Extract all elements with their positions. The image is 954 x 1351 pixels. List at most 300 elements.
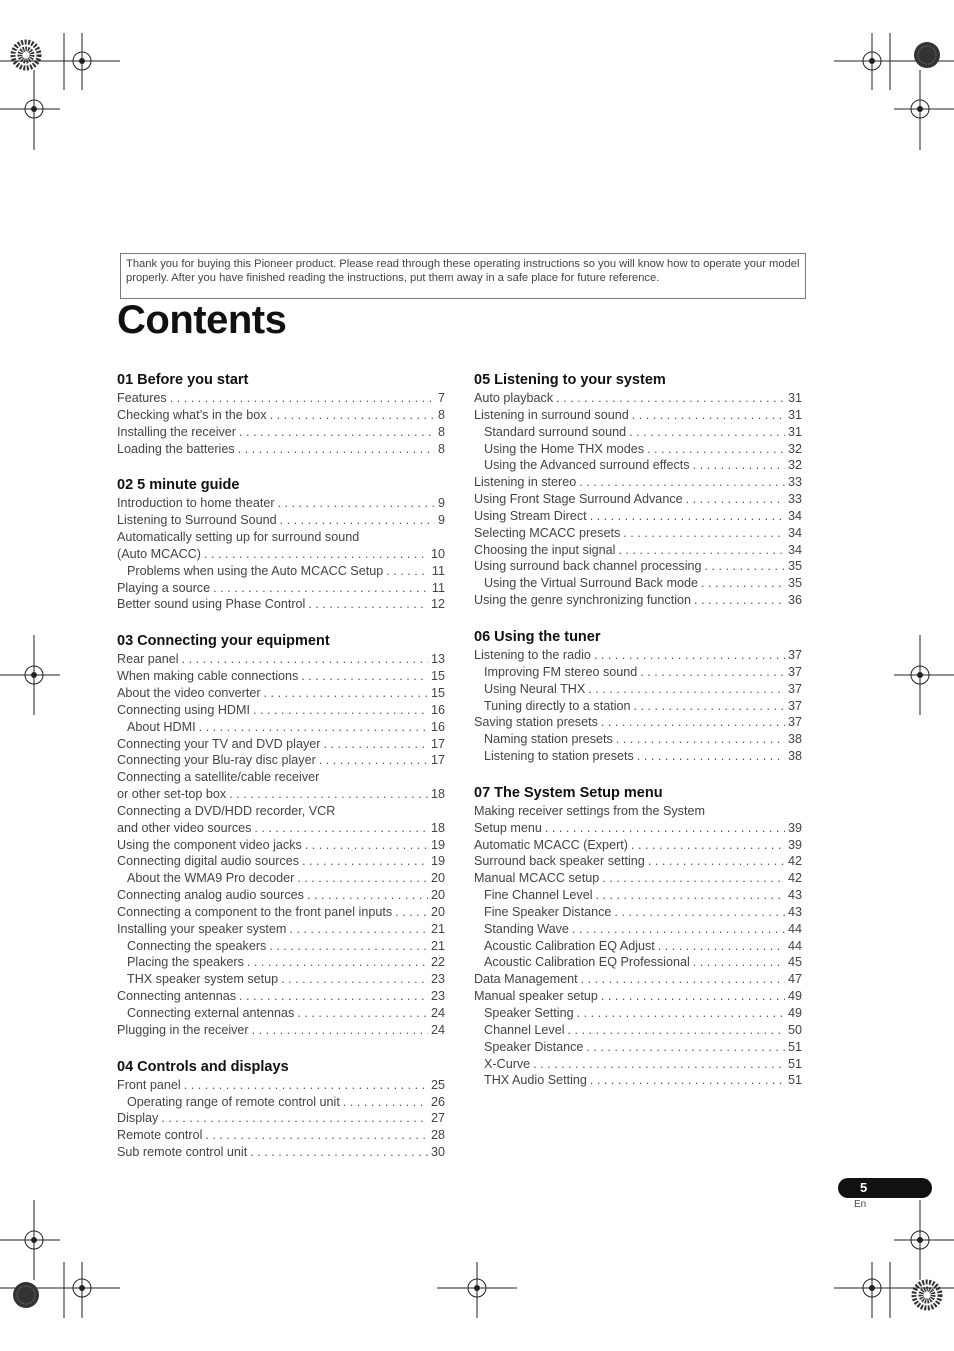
toc-entry-page: 51 [787,1039,802,1054]
dot-leader [301,668,428,685]
toc-entry-page: 18 [430,787,445,802]
toc-entry-label: About HDMI [127,719,196,734]
toc-entry[interactable] [474,1005,802,1022]
toc-entry[interactable] [117,853,445,870]
toc-entry[interactable] [117,424,445,441]
toc-entry-label: Listening in stereo [474,475,577,490]
dot-leader [594,647,785,664]
dot-leader [601,714,785,731]
toc-entry-page: 43 [787,904,802,919]
toc-entry[interactable] [474,424,802,441]
toc-entry-label: Data Management [474,972,578,987]
toc-entry-page: 10 [430,546,445,561]
toc-entry[interactable] [117,702,445,719]
toc-entry-label: Connecting a component to the front panel inputs [117,904,393,919]
toc-entry-page: 44 [787,938,802,953]
toc-entry[interactable] [117,1110,445,1127]
toc-entry[interactable] [474,870,802,887]
dot-leader [297,870,428,887]
toc-entry-label: Introduction to home theater [117,496,275,511]
toc-entry-page: 51 [787,1073,802,1088]
dot-leader [632,407,785,424]
toc-entry-page: 21 [430,938,445,953]
toc-entry-page: 34 [787,525,802,540]
dot-leader [579,474,785,491]
dot-leader [280,512,435,529]
toc-entry-page: 47 [787,972,802,987]
toc-entry-label: THX speaker system setup [127,972,279,987]
language-code: En [854,1199,867,1210]
section-title: 03 Connecting your equipment [117,633,330,650]
toc-entry-label: Remote control [117,1128,203,1143]
toc-entry[interactable] [474,1022,802,1039]
dot-leader [281,971,428,988]
toc-entry-page: 20 [430,888,445,903]
toc-entry-label: Using the component video jacks [117,837,302,852]
dot-leader [161,1110,428,1127]
toc-entry[interactable] [117,820,445,837]
toc-entry[interactable] [474,698,802,715]
dot-leader [581,971,785,988]
toc-entry[interactable] [474,575,802,592]
toc-entry-label: Connecting using HDMI [117,702,250,717]
toc-entry[interactable] [117,668,445,685]
toc-entry[interactable] [117,596,445,613]
toc-entry-label: Automatically setting up for surround sound [117,530,360,545]
toc-entry-label: Fine Speaker Distance [484,904,612,919]
toc-entry-label: Plugging in the receiver [117,1022,249,1037]
dot-leader [658,938,785,955]
toc-section [117,631,445,1038]
toc-entry-page: 32 [787,441,802,456]
toc-entry[interactable] [474,508,802,525]
toc-entry-label: Checking what’s in the box [117,407,267,422]
toc-entry-label: Automatic MCACC (Expert) [474,837,628,852]
section-title: 05 Listening to your system [474,372,666,388]
toc-entry-label: or other set-top box [117,787,227,802]
dot-leader [631,837,785,854]
toc-entry-label: Connecting your TV and DVD player [117,736,321,751]
dot-leader [545,820,785,837]
toc-entry[interactable] [474,988,802,1005]
toc-entry[interactable] [474,853,802,870]
toc-entry-page: 19 [430,854,445,869]
toc-entry-label: Tuning directly to a station [484,698,631,713]
dot-leader [602,870,785,887]
dot-leader [319,752,428,769]
toc-entry-label: Standing Wave [484,921,569,936]
toc-entry-page: 31 [787,424,802,439]
toc-entry-label: About the video converter [117,685,261,700]
toc-entry-page: 26 [430,1094,445,1109]
toc-entry-label: Connecting a satellite/cable receiver [117,770,320,785]
toc-entry-label: X-Curve [484,1056,531,1071]
toc-entry-label: Connecting antennas [117,989,237,1004]
toc-entry-page: 25 [430,1077,445,1092]
dot-leader [278,495,435,512]
section-title: 01 Before you start [117,372,249,388]
toc-entry-label: Manual MCACC setup [474,871,600,886]
dot-leader [308,596,428,613]
dot-leader [182,651,428,668]
dot-leader [205,1127,428,1144]
section-title: 07 The System Setup menu [474,784,663,801]
dot-leader [395,904,428,921]
toc-entry-page: 20 [430,904,445,919]
dot-leader [254,820,428,837]
dot-leader [264,685,428,702]
toc-entry-label: Listening to Surround Sound [117,513,277,528]
toc-entry[interactable] [117,1022,445,1039]
toc-entry[interactable] [117,803,445,820]
toc-entry-label: Problems when using the Auto MCACC Setup [127,563,384,578]
toc-entry[interactable] [117,837,445,854]
dot-leader [618,542,785,559]
toc-entry[interactable] [117,870,445,887]
toc-entry-page: 34 [787,542,802,557]
dot-leader [556,390,785,407]
toc-entry-page: 11 [431,563,445,578]
toc-entry-page: 8 [437,441,445,456]
dot-leader [693,954,785,971]
toc-entry[interactable] [474,474,802,491]
toc-entry[interactable] [117,546,445,563]
toc-entry-page: 32 [787,458,802,473]
toc-right-column [474,370,802,1107]
toc-section [474,627,802,765]
toc-entry[interactable] [117,736,445,753]
toc-entry[interactable] [117,1127,445,1144]
toc-entry[interactable] [117,580,445,597]
toc-entry-label: Connecting analog audio sources [117,888,304,903]
toc-entry[interactable] [474,491,802,508]
toc-entry[interactable] [117,938,445,955]
toc-entry-page: 51 [787,1056,802,1071]
dot-leader [694,592,785,609]
toc-entry[interactable] [117,1005,445,1022]
toc-entry-label: Acoustic Calibration EQ Adjust [484,938,655,953]
toc-entry[interactable] [474,971,802,988]
dot-leader [239,424,435,441]
dot-leader [250,1144,428,1161]
toc-entry-page: 27 [430,1111,445,1126]
toc-entry-label: Acoustic Calibration EQ Professional [484,955,690,970]
toc-entry-page: 17 [430,736,445,751]
dot-leader [614,904,785,921]
toc-entry-page: 16 [430,719,445,734]
dot-leader [204,546,428,563]
dot-leader [170,390,435,407]
toc-entry-label: Standard surround sound [484,424,627,439]
toc-entry-label: Sub remote control unit [117,1145,248,1160]
dot-leader [577,1005,785,1022]
toc-entry-page: 49 [787,989,802,1004]
toc-entry-page: 45 [787,955,802,970]
toc-entry-label: (Auto MCACC) [117,546,201,561]
toc-entry-label: Using Front Stage Surround Advance [474,492,683,507]
toc-entry[interactable] [117,441,445,458]
dot-leader [601,988,785,1005]
toc-entry-page: 11 [431,580,445,595]
toc-entry-label: Using the Home THX modes [484,441,645,456]
toc-entry-page: 9 [437,496,445,511]
dot-leader [289,921,428,938]
section-title: 02 5 minute guide [117,477,240,494]
toc-entry[interactable] [474,542,802,559]
toc-entry[interactable] [474,681,802,698]
toc-entry[interactable] [117,719,445,736]
toc-entry[interactable] [117,495,445,512]
toc-entry-page: 24 [430,1022,445,1037]
toc-entry[interactable] [117,971,445,988]
dot-leader [297,1005,428,1022]
toc-entry[interactable] [117,752,445,769]
toc-entry-label: Surround back speaker setting [474,854,645,869]
toc-entry-page: 39 [787,820,802,835]
toc-entry-page: 33 [787,475,802,490]
intro-notice: Thank you for buying this Pioneer product. Please read through these operating instructions so you will know how to operate your model properly. After you have finished reading the instructions, put them away in a safe place for future reference. [120,253,806,299]
dot-leader [238,441,435,458]
toc-entry-label: Choosing the input signal [474,542,616,557]
dot-leader [705,558,785,575]
toc-entry[interactable] [474,803,802,820]
toc-entry-label: Listening to station presets [484,749,634,764]
toc-entry[interactable] [117,1144,445,1161]
toc-entry[interactable] [117,786,445,803]
toc-entry[interactable] [474,1039,802,1056]
toc-entry-label: Speaker Setting [484,1006,574,1020]
toc-entry-label: Using the Virtual Surround Back mode [484,576,698,591]
toc-entry[interactable] [474,647,802,664]
toc-entry-page: 38 [787,732,802,747]
dot-leader [572,921,785,938]
dot-leader [629,424,785,441]
toc-entry[interactable] [117,563,445,580]
toc-entry[interactable] [474,441,802,458]
toc-entry-page: 15 [430,669,445,684]
dot-leader [199,719,428,736]
page-number: 5 [860,1180,868,1195]
toc-entry[interactable] [474,1056,802,1073]
toc-section [474,370,802,609]
dot-leader [590,508,785,525]
dot-leader [648,853,785,870]
toc-entry-label: Display [117,1111,159,1126]
dot-leader [213,580,429,597]
dot-leader [307,887,428,904]
toc-entry-page: 28 [430,1128,445,1143]
toc-entry-page: 49 [787,1006,802,1020]
toc-entry-page: 31 [787,391,802,405]
toc-entry[interactable] [117,887,445,904]
toc-entry[interactable] [117,1077,445,1094]
toc-entry[interactable] [474,592,802,609]
toc-entry-label: THX Audio Setting [484,1073,587,1088]
dot-leader [184,1077,428,1094]
toc-entry-page: 31 [787,407,802,422]
dot-leader [386,563,429,580]
toc-entry[interactable] [474,904,802,921]
toc-entry[interactable] [474,954,802,971]
toc-entry[interactable] [474,390,802,407]
toc-entry[interactable] [117,904,445,921]
toc-entry-page: 20 [430,871,445,886]
dot-leader [302,853,428,870]
toc-entry[interactable] [474,837,802,854]
toc-entry-label: Features [117,391,167,405]
toc-entry-page: 8 [437,407,445,422]
toc-entry-label: Listening in surround sound [474,407,629,422]
toc-entry-page: 34 [787,508,802,523]
toc-entry[interactable] [117,921,445,938]
toc-entry-page: 19 [430,837,445,852]
toc-entry[interactable] [474,525,802,542]
dot-leader [634,698,785,715]
toc-entry-page: 35 [787,559,802,574]
toc-entry-page: 23 [430,972,445,987]
toc-entry-page: 42 [787,854,802,869]
toc-entry-page: 37 [787,664,802,679]
toc-entry[interactable] [117,651,445,668]
dot-leader [647,441,785,458]
dot-leader [686,491,785,508]
toc-entry[interactable] [474,921,802,938]
toc-entry-label: Connecting a DVD/HDD recorder, VCR [117,803,336,818]
toc-entry[interactable] [474,1072,802,1089]
toc-entry-page: 37 [787,647,802,662]
toc-entry-page: 15 [430,685,445,700]
toc-entry-label: Fine Channel Level [484,888,593,903]
toc-entry-label: Placing the speakers [127,955,244,970]
page-number-badge [838,1178,932,1198]
toc-entry-page: 37 [787,715,802,730]
toc-entry-page: 8 [437,424,445,439]
toc-entry-page: 21 [430,921,445,936]
toc-entry[interactable] [117,988,445,1005]
toc-section [117,1057,445,1161]
toc-entry[interactable] [474,714,802,731]
toc-section [474,783,802,1089]
toc-entry-label: About the WMA9 Pro decoder [127,871,295,886]
dot-leader [239,988,428,1005]
toc-entry-page: 24 [430,1006,445,1020]
toc-entry-label: Listening to the radio [474,647,591,662]
toc-entry[interactable] [117,390,445,407]
toc-entry-label: Using the Advanced surround effects [484,458,690,473]
toc-entry-label: Installing your speaker system [117,921,287,936]
toc-entry-label: When making cable connections [117,669,299,684]
toc-section [117,370,445,457]
dot-leader [590,1072,785,1089]
toc-entry[interactable] [117,512,445,529]
dot-leader [616,731,785,748]
toc-entry-page: 35 [787,576,802,591]
toc-entry-label: Auto playback [474,391,554,405]
toc-entry-label: Using Stream Direct [474,508,587,523]
toc-entry-label: Installing the receiver [117,424,237,439]
dot-leader [253,702,428,719]
dot-leader [640,664,785,681]
toc-entry[interactable] [117,769,445,786]
toc-entry[interactable] [474,748,802,765]
dot-leader [637,748,785,765]
toc-entry-label: Connecting external antennas [127,1006,295,1020]
dot-leader [229,786,428,803]
toc-entry-page: 17 [430,753,445,768]
toc-entry[interactable] [117,954,445,971]
toc-entry[interactable] [117,685,445,702]
toc-entry-label: Speaker Distance [484,1039,584,1054]
toc-section [117,475,445,613]
dot-leader [596,887,785,904]
dot-leader [568,1022,785,1039]
toc-entry-label: Using the genre synchronizing function [474,593,692,608]
toc-entry[interactable] [474,887,802,904]
toc-entry-page: 16 [430,702,445,717]
dot-leader [323,736,428,753]
toc-entry-label: Connecting your Blu-ray disc player [117,753,316,768]
toc-entry-label: Playing a source [117,580,211,595]
toc-entry[interactable] [117,529,445,546]
toc-entry[interactable] [474,664,802,681]
toc-entry-label: Setup menu [474,820,542,835]
toc-entry-label: Making receiver settings from the System [474,803,705,818]
toc-left-column [117,370,445,1179]
toc-entry-label: Rear panel [117,652,179,667]
toc-entry-page: 50 [787,1022,802,1037]
toc-entry-page: 13 [430,652,445,667]
toc-entry-label: Connecting digital audio sources [117,854,300,869]
toc-entry-page: 37 [787,698,802,713]
dot-leader [305,837,428,854]
toc-entry-page: 33 [787,492,802,507]
section-title: 06 Using the tuner [474,628,601,645]
dot-leader [269,938,428,955]
toc-entry[interactable] [117,407,445,424]
toc-entry-page: 42 [787,871,802,886]
toc-entry-page: 37 [787,681,802,696]
toc-entry-page: 18 [430,820,445,835]
toc-entry-page: 7 [437,391,445,405]
toc-entry-label: Using surround back channel processing [474,559,702,574]
toc-entry-page: 39 [787,837,802,852]
toc-entry-page: 30 [430,1145,445,1160]
dot-leader [533,1056,785,1073]
toc-entry-label: Connecting the speakers [127,938,267,953]
toc-entry[interactable] [474,938,802,955]
dot-leader [693,457,785,474]
toc-entry-label: Front panel [117,1077,181,1092]
toc-entry-label: Using Neural THX [484,681,586,696]
dot-leader [270,407,435,424]
toc-entry[interactable] [474,731,802,748]
toc-entry-label: Naming station presets [484,732,613,747]
toc-entry[interactable] [117,1094,445,1111]
toc-entry[interactable] [474,558,802,575]
dot-leader [247,954,428,971]
toc-entry-page: 9 [437,513,445,528]
toc-entry[interactable] [474,407,802,424]
toc-entry[interactable] [474,820,802,837]
dot-leader [343,1094,428,1111]
toc-entry[interactable] [474,457,802,474]
toc-entry-label: and other video sources [117,820,252,835]
toc-entry-label: Selecting MCACC presets [474,525,621,540]
dot-leader [252,1022,428,1039]
dot-leader [588,681,785,698]
toc-entry-label: Manual speaker setup [474,989,598,1004]
toc-entry-label: Channel Level [484,1022,565,1037]
